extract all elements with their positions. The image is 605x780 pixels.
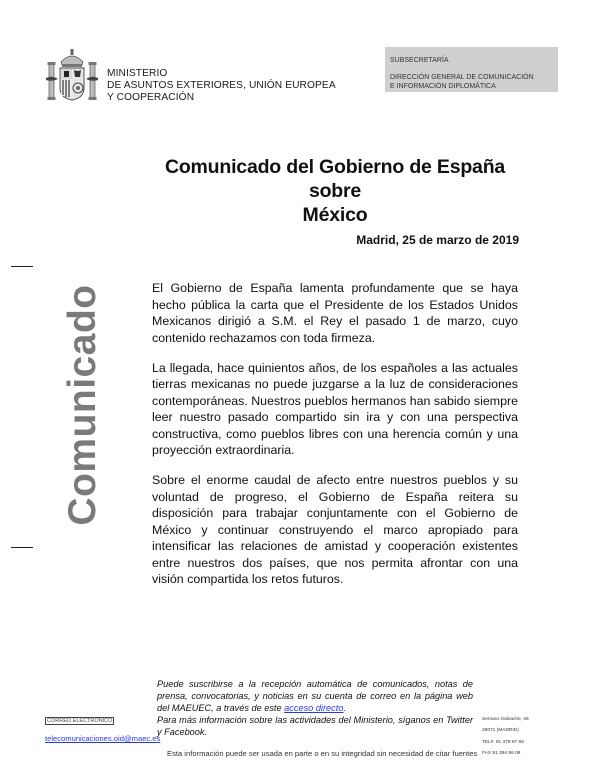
title-line: Comunicado del Gobierno de España sobre — [164, 156, 506, 202]
email-link[interactable]: telecomunicaciones.oid@maec.es — [45, 734, 161, 743]
subsecretaria-label: SUBSECRETARÍA — [390, 57, 449, 64]
ministry-name — [107, 68, 336, 105]
department-box — [385, 47, 558, 92]
subscription-text — [157, 678, 473, 714]
direct-access-link[interactable]: acceso directo — [284, 703, 344, 714]
usage-disclaimer: Esta información puede ser usada en parte o en su integridad sin necesidad de citar fuentes — [167, 749, 478, 758]
document-date: Madrid, 25 de marzo de 2019 — [356, 233, 519, 247]
side-label-text: Comunicado — [61, 284, 104, 526]
paragraph: La llegada, hace quinientos años, de los españoles a las actuales tierras mexicanas no puede juzgarse a la luz de consideraciones contemporáneas. Nuestros pueblos hermanos han sabido siempre leer nuestro pasado compartido sin ira y con una perspectiva constructiva, como pueblos libres con una herencia común y una proyección extraordinaria. — [152, 360, 518, 457]
address-line: Serrano Galvache, 26 — [482, 717, 529, 722]
ministry-line: DE ASUNTOS EXTERIORES, UNIÓN EUROPEA — [107, 80, 336, 92]
ministry-address — [482, 714, 529, 759]
note-text-end: . — [343, 703, 346, 714]
subscription-note — [157, 678, 473, 738]
document-body — [152, 280, 518, 601]
address-line: 28071 (MADRID) — [482, 728, 519, 734]
direccion-line: DIRECCIÓN GENERAL DE COMUNICACIÓN — [390, 74, 534, 81]
ministry-line: Y COOPERACIÓN — [107, 92, 195, 104]
email-label: CORREO ELECTRÓNICO — [47, 718, 113, 724]
social-note: Para más información sobre las actividades del Ministerio, síganos en Twitter y Facebook. — [157, 715, 473, 738]
note-text: Puede suscribirse a la recepción automática de comunicados, notas de prensa, convocatorias, y noticias en su cuenta de correo en la página web del MAEUEC, a través de este — [157, 679, 473, 714]
paragraph: El Gobierno de España lamenta profundamente que se haya hecho pública la carta que el Presidente de los Estados Unidos Mexicanos dirigió a S.M. el Rey el pasado 1 de marzo, cuyo contenido rechazamos con toda firmeza. — [152, 281, 518, 345]
direccion-line: E INFORMACIÓN DIPLOMÁTICA — [390, 82, 496, 90]
paragraph: Sobre el enorme caudal de afecto entre nuestros pueblos y su voluntad de progreso, el Gobierno de España reitera su disposición para trabajar conjuntamente con el Gobierno de México y continuar construyendo el marco apropiado para intensificar las relaciones de amistad y cooperación existentes entre nuestros dos países, que nos permita afrontar con una visión compartida los retos futuros. — [152, 473, 518, 586]
side-divider-bottom — [11, 547, 33, 548]
side-label — [58, 285, 108, 525]
document-title — [140, 155, 530, 227]
title-line: México — [302, 204, 368, 226]
address-line: TELF. 91 379 97 56 — [482, 739, 524, 745]
ministry-line: MINISTERIO — [107, 68, 168, 79]
side-divider-top — [11, 266, 33, 267]
direccion-label — [390, 74, 534, 91]
address-line: FAX 91 394 86 08 — [482, 750, 521, 756]
coat-of-arms-icon — [44, 48, 100, 104]
